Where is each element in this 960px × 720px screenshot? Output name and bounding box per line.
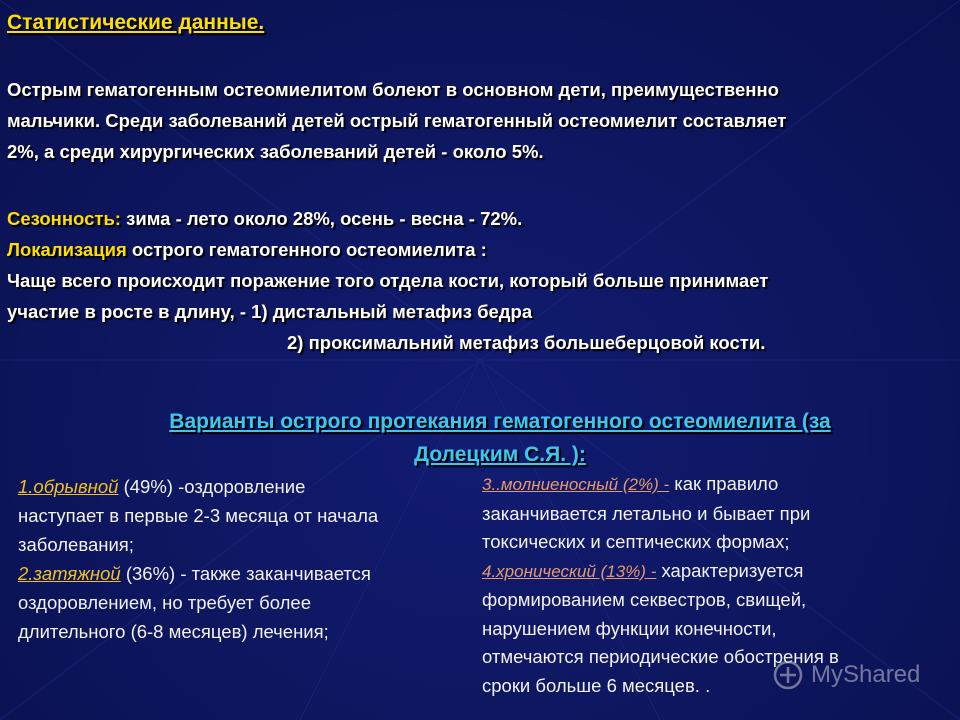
variant-text: заканчивается летально и бывает при xyxy=(482,502,811,524)
variant-item xyxy=(18,559,468,646)
variant-label: 4.хронический (13%) - xyxy=(482,561,657,581)
intro-line: 2%, а среди хирургических заболеваний детей - около 5%. xyxy=(7,141,544,162)
variant-label: 2.затяжной xyxy=(18,563,121,584)
variant-text: как правило xyxy=(669,473,779,494)
variants-heading-line: Варианты острого протекания гематогенного остеомиелита (за xyxy=(169,410,831,433)
variant-text: нарушением функции конечности, xyxy=(482,617,777,639)
slide-title: Статистические данные. xyxy=(7,11,265,34)
localization-line: участие в росте в длину, - 1) дистальный метафиз бедра xyxy=(7,301,533,322)
seasonality-line xyxy=(7,203,768,234)
variants-left-column xyxy=(18,472,468,646)
variant-text: оздоровлением, но требует более xyxy=(18,592,312,613)
variant-text: формированием секвестров, свищей, xyxy=(482,589,807,610)
variant-text: характеризуется xyxy=(656,559,804,581)
localization-line xyxy=(7,234,768,265)
variant-item xyxy=(482,470,952,557)
variants-heading xyxy=(0,405,960,471)
localization-text: острого гематогенного остеомиелита : xyxy=(126,239,487,260)
variant-text: (36%) - также заканчивается xyxy=(120,563,371,584)
variant-text: сроки больше 6 месяцев. . xyxy=(482,674,711,696)
details-paragraph xyxy=(7,203,768,358)
seasonality-text: зима - лето около 28%, осень - весна - 72%. xyxy=(120,208,523,229)
variant-text: отмечаются периодические обострения в xyxy=(482,646,839,667)
localization-label: Локализация xyxy=(7,239,127,260)
intro-line: мальчики. Среди заболеваний детей острый гематогенный остеомиелит составляет xyxy=(7,110,787,131)
myshared-logo-icon xyxy=(771,658,805,692)
variant-text: (49%) -оздоровление xyxy=(118,476,306,497)
intro-line: Острым гематогенным остеомиелитом болеют в основном дети, преимущественно xyxy=(7,79,779,100)
intro-paragraph xyxy=(7,74,786,167)
watermark-text: MyShared xyxy=(811,661,921,688)
variant-text: длительного (6-8 месяцев) лечения; xyxy=(18,621,329,642)
watermark xyxy=(771,658,920,692)
variant-text: токсических и септических формах; xyxy=(482,531,790,552)
variant-text: наступает в первые 2-3 месяца от начала xyxy=(18,505,379,526)
seasonality-label: Сезонность: xyxy=(7,208,121,229)
localization-line: 2) проксимальний метафиз большеберцовой кости. xyxy=(287,332,766,353)
localization-line: Чаще всего происходит поражение того отдела кости, который больше принимает xyxy=(7,270,769,291)
variant-text: заболевания; xyxy=(18,534,134,555)
variant-label: 3..молниеносный (2%) - xyxy=(482,475,670,494)
variants-heading-line: Долецким С.Я. ): xyxy=(414,443,586,466)
variant-label: 1.обрывной xyxy=(18,476,119,497)
variant-item xyxy=(18,472,468,559)
